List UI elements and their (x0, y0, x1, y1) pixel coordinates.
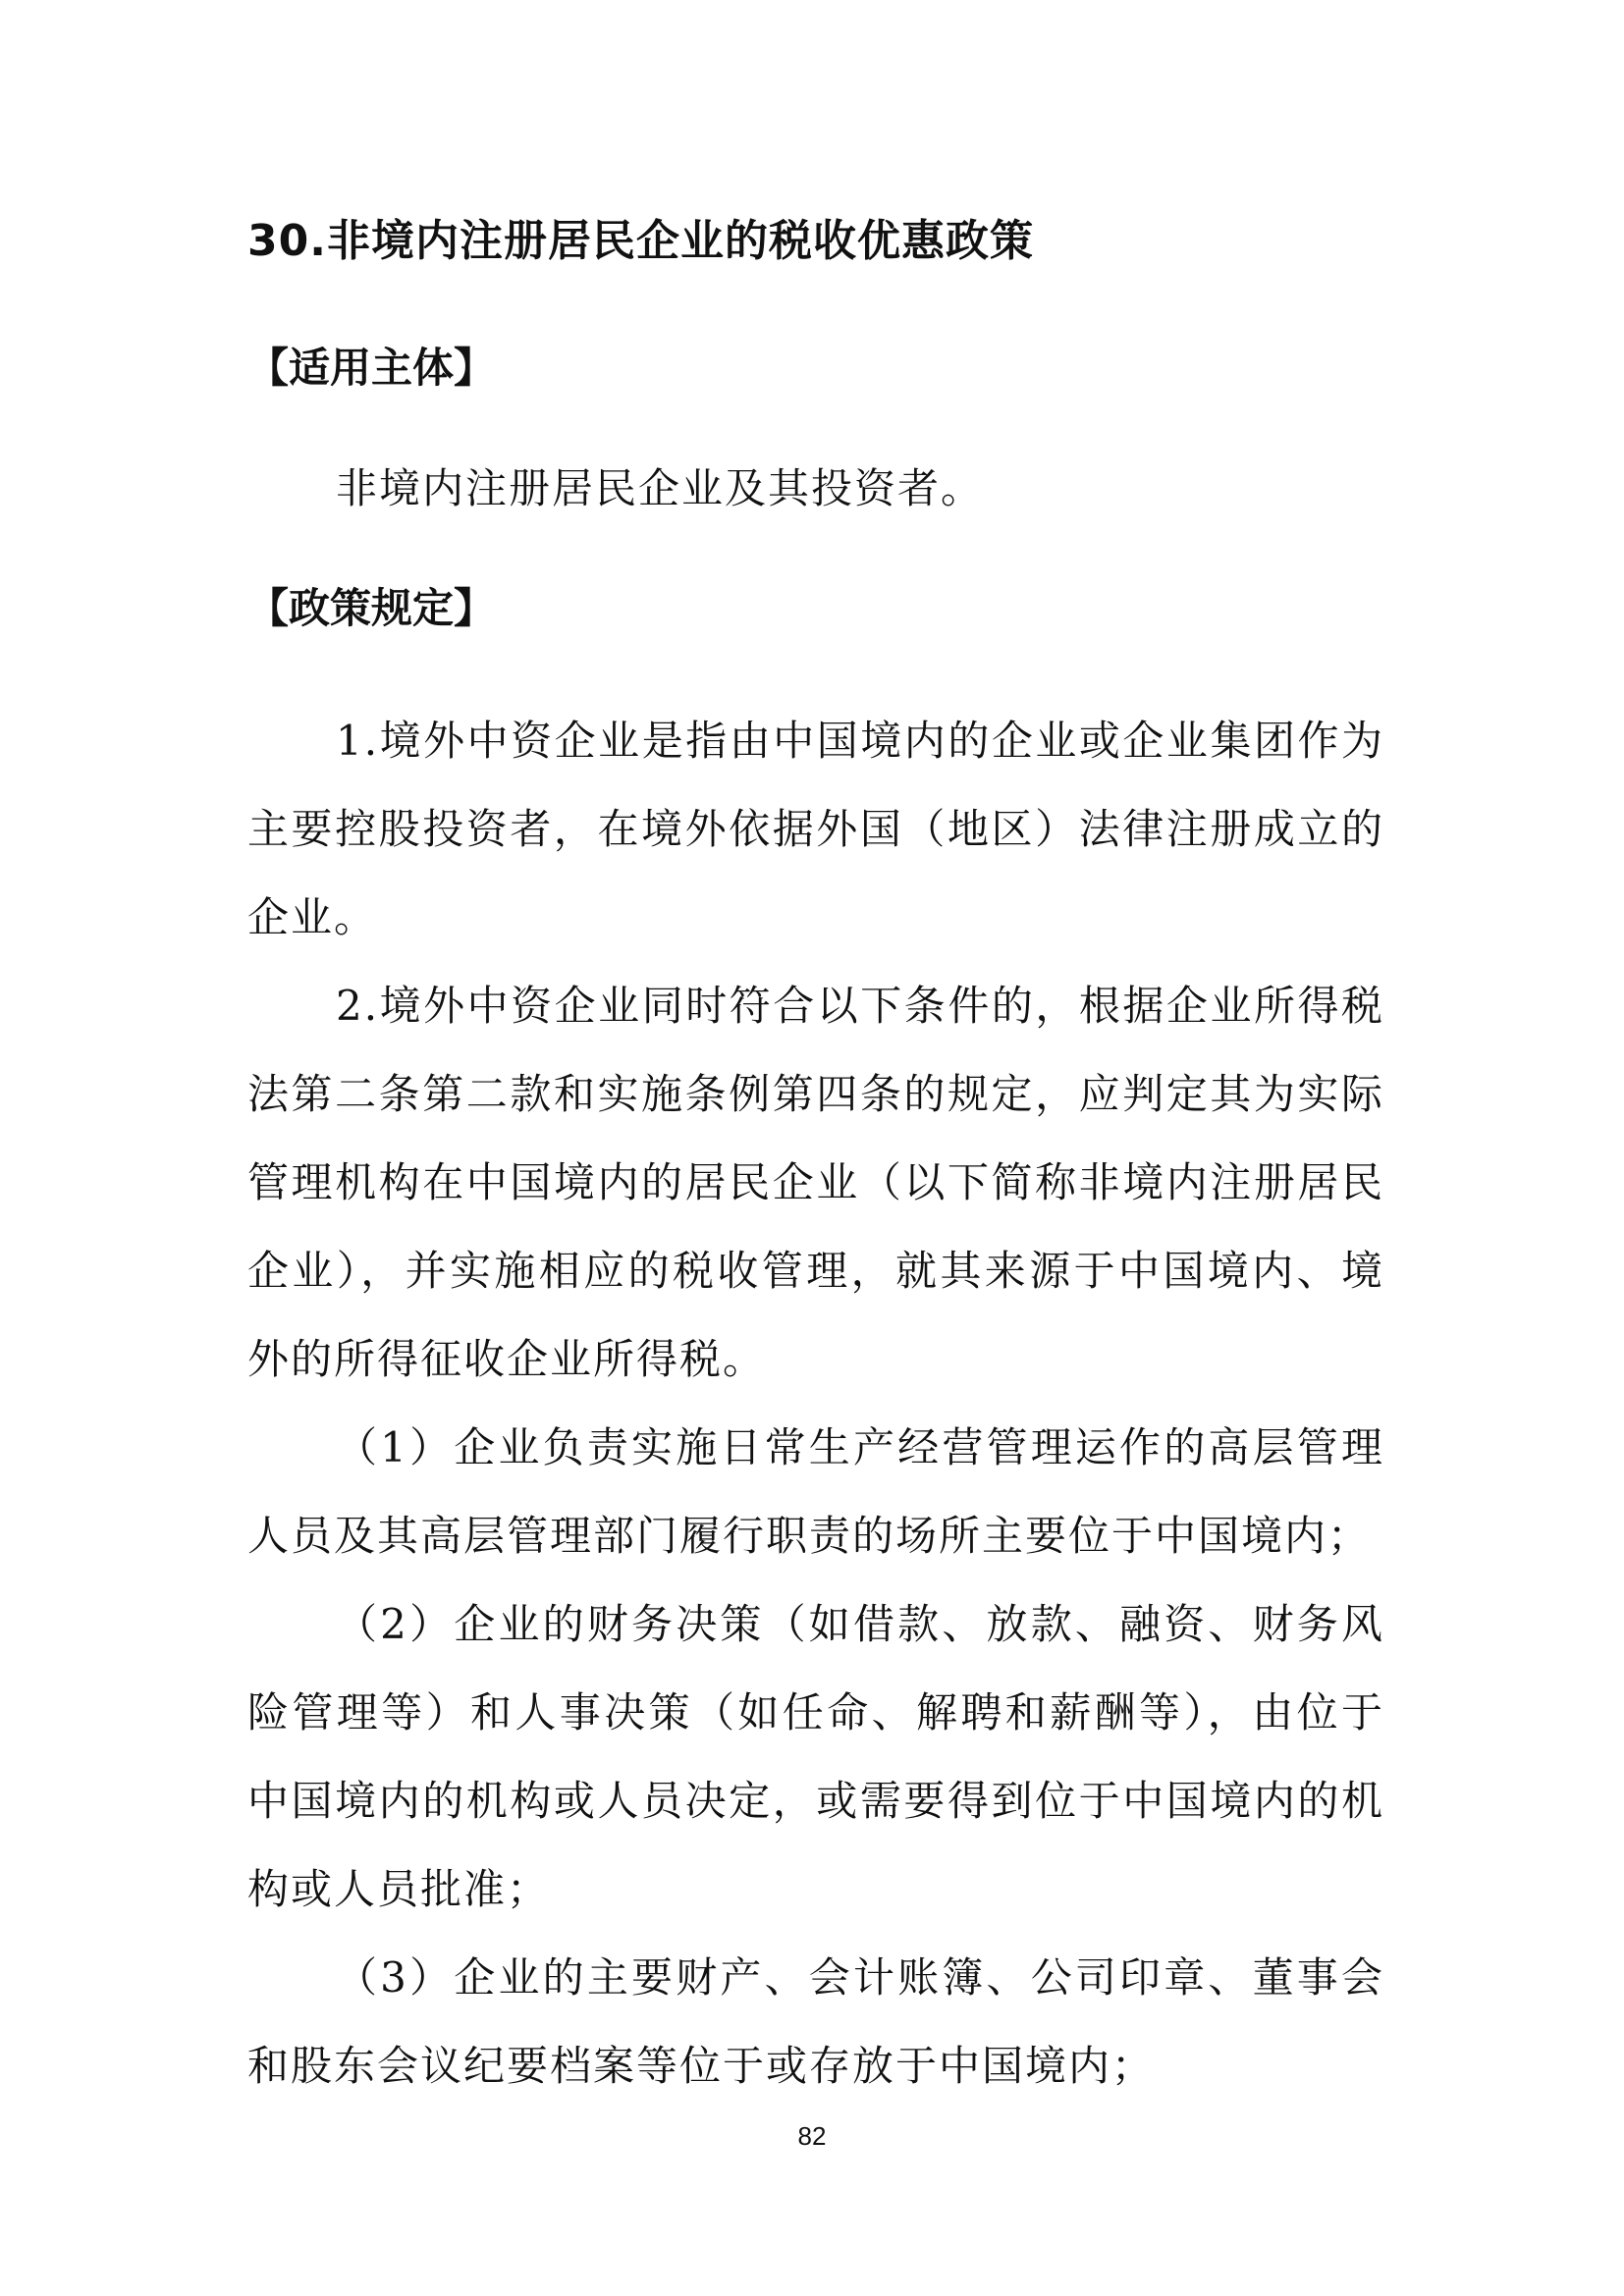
document-title: 30.非境内注册居民企业的税收优惠政策 (247, 216, 1034, 266)
policy-paragraph-1: 1.境外中资企业是指由中国境内的企业或企业集团作为主要控股投资者，在境外依据外国（地区）法律注册成立的企业。 (247, 717, 1384, 941)
subject-text: 非境内注册居民企业及其投资者。 (336, 464, 985, 512)
subject-heading: 【适用主体】 (247, 344, 496, 392)
policy-condition-3: （3）企业的主要财产、会计账簿、公司印章、董事会和股东会议纪要档案等位于或存放于中国境内； (247, 1953, 1384, 2090)
policy-body (247, 697, 1384, 2110)
policy-condition-1: （1）企业负责实施日常生产经营管理运作的高层管理人员及其高层管理部门履行职责的场所主要位于中国境内； (247, 1423, 1384, 1560)
policy-heading: 【政策规定】 (247, 584, 496, 632)
page-number: 82 (797, 2121, 827, 2151)
policy-paragraph-2: 2.境外中资企业同时符合以下条件的，根据企业所得税法第二条第二款和实施条例第四条的规定，应判定其为实际管理机构在中国境内的居民企业（以下简称非境内注册居民企业），并实施相应的税收管理，就其来源于中国境内、境外的所得征收企业所得税。 (247, 982, 1384, 1383)
policy-condition-2: （2）企业的财务决策（如借款、放款、融资、财务风险管理等）和人事决策（如任命、解聘和薪酬等），由位于中国境内的机构或人员决定，或需要得到位于中国境内的机构或人员批准； (247, 1600, 1384, 1913)
